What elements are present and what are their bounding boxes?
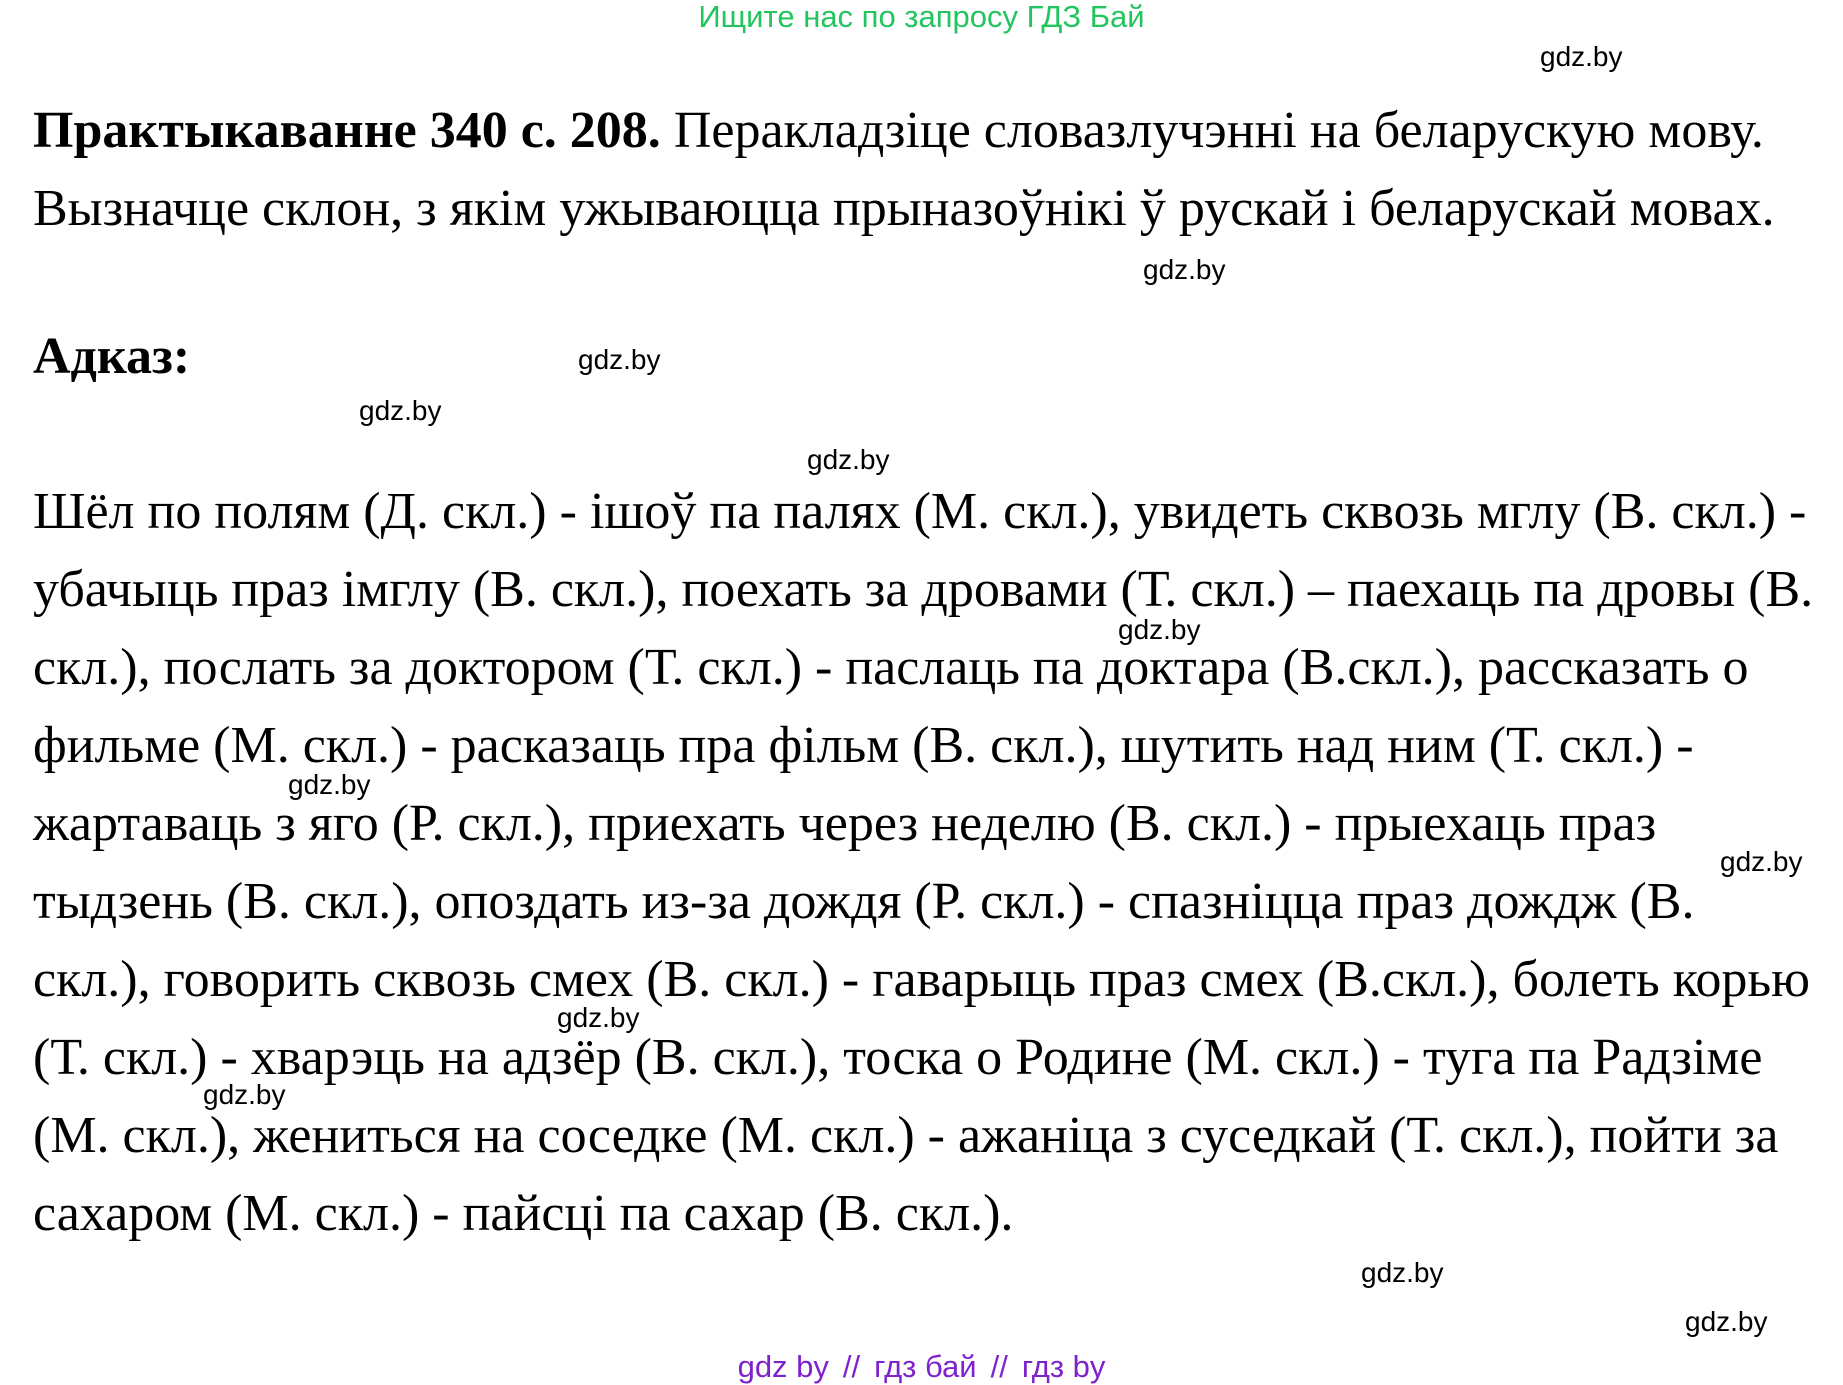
top-banner[interactable]: Ищите нас по запросу ГДЗ Бай bbox=[698, 0, 1145, 34]
footer-links bbox=[0, 1350, 1843, 1384]
watermark: gdz.by bbox=[578, 344, 661, 375]
watermark: gdz.by bbox=[557, 1002, 640, 1033]
footer-link-gdz-by[interactable]: gdz by bbox=[737, 1349, 829, 1384]
answer-text: Шёл по полям (Д. скл.) - ішоў па палях (М. скл.), увидеть сквозь мглу (В. скл.) - убачыць праз імглу (В. скл.), поехать за дровами (Т. скл.) – паехаць па дровы (В. скл.), послать за доктором (Т. скл.) - паслаць па доктара (В.скл.), рассказать о фильме (М. скл.) - расказаць пра фільм (В. скл.), шутить над ним (Т. скл.) - жартаваць з яго (Р. скл.), приехать через неделю (В. скл.) - прыехаць праз тыдзень (В. скл.), опоздать из-за дождя (Р. скл.) - спазніцца праз дождж (В. скл.), говорить сквозь смех (В. скл.) - гаварыць праз смех (В.скл.), болеть корью (Т. скл.) - хварэць на адзёр (В. скл.), тоска о Родине (М. скл.) - туга па Радзіме (М. скл.), жениться на соседке (М. скл.) - ажаніца з суседкай (Т. скл.), пойти за сахаром (М. скл.) - пайсці па сахар (В. скл.). bbox=[33, 483, 1814, 1242]
watermark: gdz.by bbox=[1143, 254, 1226, 285]
watermark: gdz.by bbox=[1685, 1306, 1768, 1337]
footer-link-gdz-by-mixed[interactable]: гдз by bbox=[1021, 1349, 1106, 1384]
question-block bbox=[33, 92, 1823, 248]
watermark: gdz.by bbox=[1118, 614, 1201, 645]
watermark: gdz.by bbox=[1720, 846, 1803, 877]
watermark: gdz.by bbox=[359, 395, 442, 426]
watermark: gdz.by bbox=[288, 769, 371, 800]
watermark: gdz.by bbox=[1540, 41, 1623, 72]
footer-separator: // bbox=[990, 1349, 1008, 1384]
question-text: Перакладзіце словазлучэнні на беларускую мову. Вызначце склон, з якім ужываюцца прыназоўнікі ў рускай і беларускай мовах. bbox=[33, 102, 1775, 237]
exercise-label: Практыкаванне 340 с. 208. bbox=[33, 102, 661, 159]
watermark: gdz.by bbox=[1361, 1257, 1444, 1288]
watermark: gdz.by bbox=[807, 444, 890, 475]
footer-link-gdz-bai[interactable]: гдз бай bbox=[874, 1349, 977, 1384]
footer-separator: // bbox=[842, 1349, 861, 1384]
watermark: gdz.by bbox=[203, 1079, 286, 1110]
answer-label: Адказ: bbox=[33, 328, 191, 385]
